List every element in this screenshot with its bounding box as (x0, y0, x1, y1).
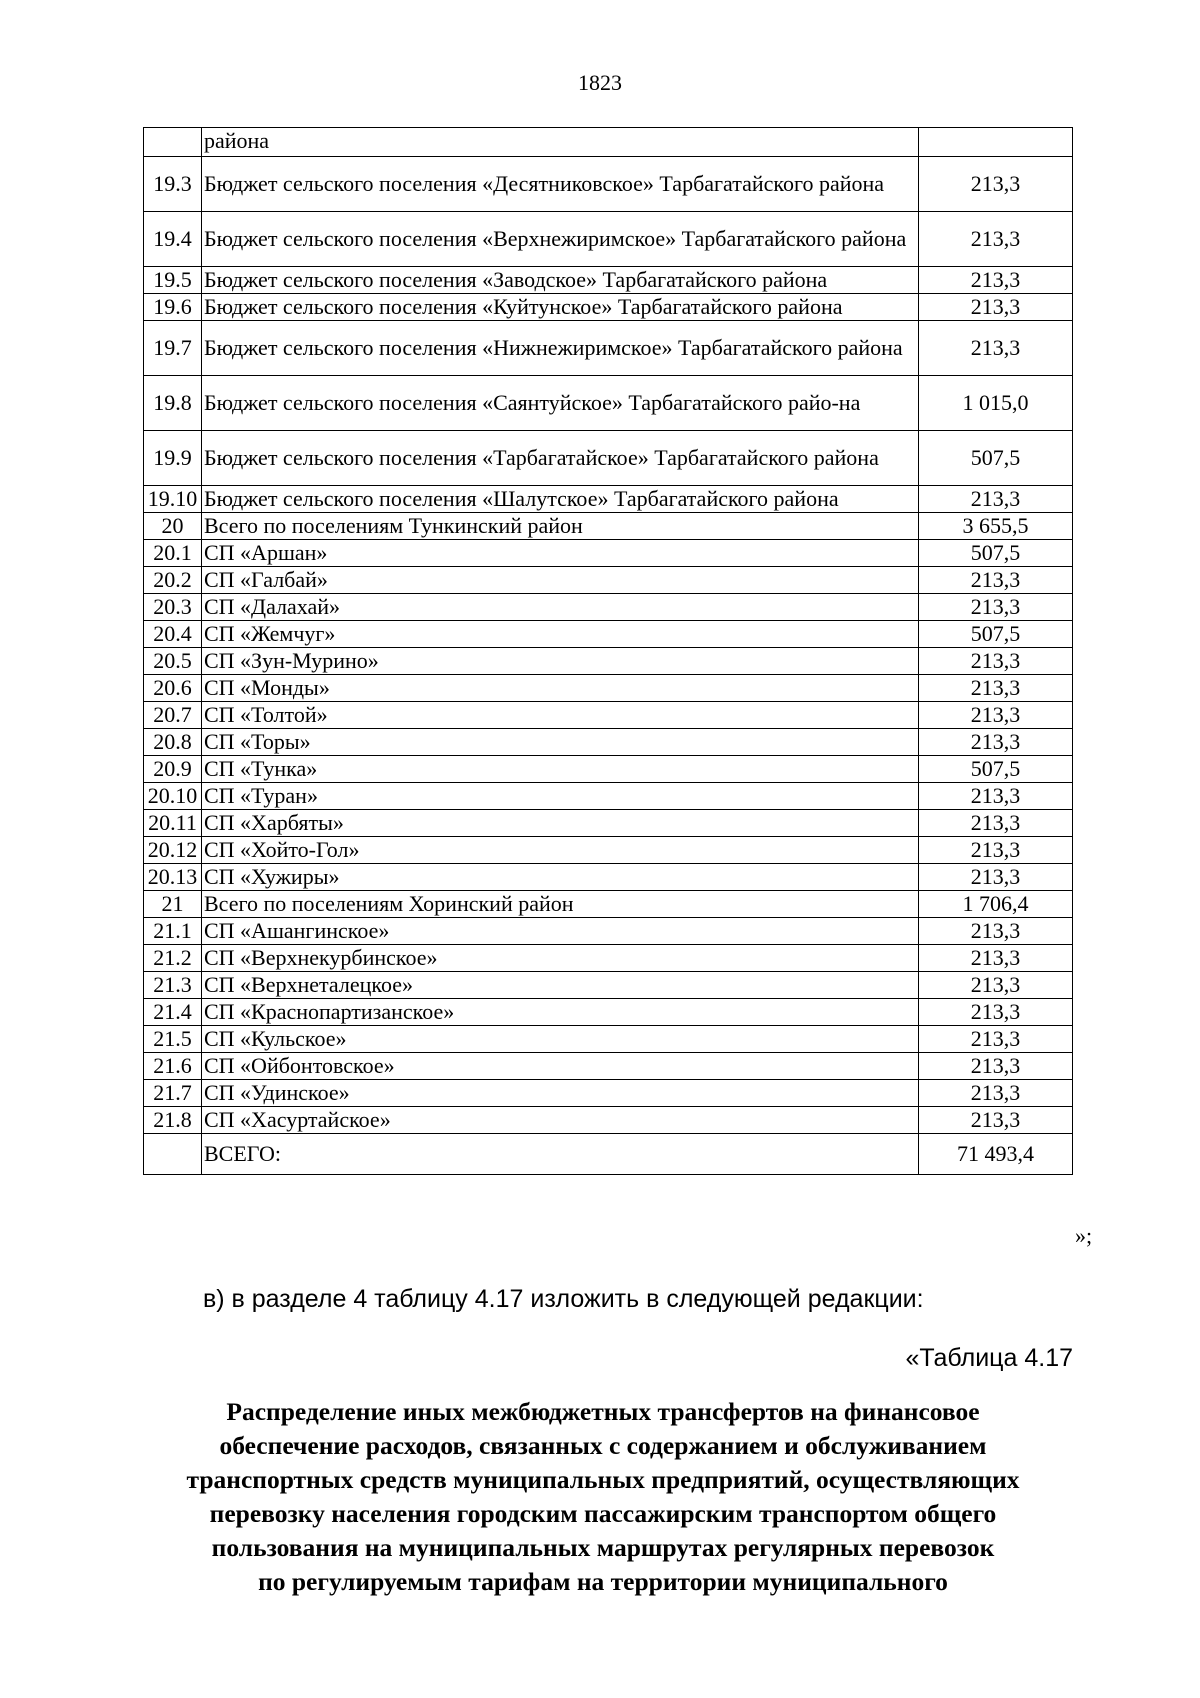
total-row (144, 1134, 1073, 1175)
row-amount: 213,3 (919, 702, 1073, 729)
row-number: 20.13 (144, 864, 202, 891)
row-amount: 213,3 (919, 267, 1073, 294)
row-amount: 213,3 (919, 999, 1073, 1026)
row-name: Бюджет сельского поселения «Нижнежиримское» Тарбагатайского района (202, 321, 919, 376)
section-title-line: по регулируемым тарифам на территории муниципального (258, 1567, 948, 1596)
table-row (144, 212, 1073, 267)
closing-quote: »; (1075, 1223, 1093, 1248)
row-amount: 213,3 (919, 675, 1073, 702)
row-number: 19.8 (144, 376, 202, 431)
row-amount: 213,3 (919, 567, 1073, 594)
row-name: СП «Хужиры» (202, 864, 919, 891)
row-name: СП «Туран» (202, 783, 919, 810)
row-name: СП «Харбяты» (202, 810, 919, 837)
row-number: 20.10 (144, 783, 202, 810)
row-number: 20.3 (144, 594, 202, 621)
row-name: СП «Ойбонтовское» (202, 1053, 919, 1080)
table-row (144, 567, 1073, 594)
row-amount: 507,5 (919, 756, 1073, 783)
table-row (144, 267, 1073, 294)
row-number: 19.3 (144, 157, 202, 212)
row-amount: 213,3 (919, 1107, 1073, 1134)
page-number: 1823 (578, 70, 622, 95)
row-name: СП «Кульское» (202, 1026, 919, 1053)
table-row (144, 1053, 1073, 1080)
row-name: СП «Удинское» (202, 1080, 919, 1107)
row-name: Бюджет сельского поселения «Саянтуйское» Тарбагатайского райо-на (202, 376, 919, 431)
row-name: Бюджет сельского поселения «Шалутское» Тарбагатайского района (202, 486, 919, 513)
table-row (144, 540, 1073, 567)
table-row (144, 729, 1073, 756)
table-row (144, 294, 1073, 321)
row-number: 19.5 (144, 267, 202, 294)
table-caption: «Таблица 4.17 (905, 1344, 1073, 1372)
row-amount: 213,3 (919, 837, 1073, 864)
row-number: 21.3 (144, 972, 202, 999)
row-name: Бюджет сельского поселения «Верхнежиримское» Тарбагатайского района (202, 212, 919, 267)
row-name: СП «Тунка» (202, 756, 919, 783)
row-number: 20.5 (144, 648, 202, 675)
table-row (144, 675, 1073, 702)
row-amount: 213,3 (919, 864, 1073, 891)
row-amount: 507,5 (919, 621, 1073, 648)
row-name: СП «Галбай» (202, 567, 919, 594)
row-name: СП «Верхнеталецкое» (202, 972, 919, 999)
table-row (144, 376, 1073, 431)
row-amount: 1 706,4 (919, 891, 1073, 918)
row-name: СП «Далахай» (202, 594, 919, 621)
row-number: 20.2 (144, 567, 202, 594)
table-row (144, 431, 1073, 486)
section-title-line: транспортных средств муниципальных предприятий, осуществляющих (186, 1465, 1020, 1494)
table-row (144, 128, 1073, 157)
row-amount: 213,3 (919, 945, 1073, 972)
row-number: 21.1 (144, 918, 202, 945)
row-amount: 213,3 (919, 729, 1073, 756)
budget-table (143, 127, 1073, 1175)
table-row (144, 945, 1073, 972)
table-row (144, 702, 1073, 729)
row-name: СП «Жемчуг» (202, 621, 919, 648)
row-number: 21.7 (144, 1080, 202, 1107)
table-row (144, 918, 1073, 945)
row-number: 19.10 (144, 486, 202, 513)
instruction-text: в) в разделе 4 таблицу 4.17 изложить в следующей редакции: (203, 1285, 924, 1313)
row-number: 21.5 (144, 1026, 202, 1053)
row-name: Бюджет сельского поселения «Заводское» Тарбагатайского района (202, 267, 919, 294)
row-name: Всего по поселениям Хоринский район (202, 891, 919, 918)
row-name: СП «Аршан» (202, 540, 919, 567)
row-amount: 213,3 (919, 486, 1073, 513)
row-amount: 507,5 (919, 431, 1073, 486)
section-title-line: перевозку населения городским пассажирским транспортом общего (209, 1499, 997, 1528)
row-number: 20.7 (144, 702, 202, 729)
row-name: СП «Краснопартизанское» (202, 999, 919, 1026)
row-amount: 213,3 (919, 918, 1073, 945)
row-number: 21.4 (144, 999, 202, 1026)
row-number: 19.7 (144, 321, 202, 376)
total-number (144, 1134, 202, 1175)
row-amount: 213,3 (919, 648, 1073, 675)
row-number: 19.6 (144, 294, 202, 321)
row-name: Бюджет сельского поселения «Тарбагатайское» Тарбагатайского района (202, 431, 919, 486)
table-row (144, 594, 1073, 621)
row-name: СП «Верхнекурбинское» (202, 945, 919, 972)
table-row (144, 999, 1073, 1026)
row-amount: 213,3 (919, 594, 1073, 621)
table-row (144, 157, 1073, 212)
row-name: СП «Хойто-Гол» (202, 837, 919, 864)
table-row (144, 810, 1073, 837)
row-number: 21.6 (144, 1053, 202, 1080)
row-amount: 213,3 (919, 783, 1073, 810)
table-row (144, 783, 1073, 810)
row-name: СП «Зун-Мурино» (202, 648, 919, 675)
table-row (144, 621, 1073, 648)
row-amount: 213,3 (919, 1026, 1073, 1053)
row-number: 20.11 (144, 810, 202, 837)
total-amount: 71 493,4 (919, 1134, 1073, 1175)
row-name: СП «Ашангинское» (202, 918, 919, 945)
table-row (144, 837, 1073, 864)
row-amount: 213,3 (919, 1080, 1073, 1107)
section-title-line: Распределение иных межбюджетных трансфертов на финансовое (226, 1397, 980, 1426)
budget-table-body (144, 128, 1073, 1175)
table-row (144, 486, 1073, 513)
row-name: СП «Торы» (202, 729, 919, 756)
row-number: 19.9 (144, 431, 202, 486)
row-name: района (202, 128, 919, 157)
table-row (144, 1107, 1073, 1134)
row-number: 21.2 (144, 945, 202, 972)
table-row (144, 972, 1073, 999)
table-row (144, 1080, 1073, 1107)
row-number: 21.8 (144, 1107, 202, 1134)
row-number: 21 (144, 891, 202, 918)
row-amount: 213,3 (919, 157, 1073, 212)
row-number (144, 128, 202, 157)
table-row (144, 756, 1073, 783)
row-name: Всего по поселениям Тункинский район (202, 513, 919, 540)
table-row (144, 321, 1073, 376)
total-label: ВСЕГО: (202, 1134, 919, 1175)
section-title-line: обеспечение расходов, связанных с содержанием и обслуживанием (219, 1431, 987, 1460)
row-amount: 213,3 (919, 212, 1073, 267)
row-amount: 213,3 (919, 972, 1073, 999)
row-name: СП «Толтой» (202, 702, 919, 729)
section-title-line: пользования на муниципальных маршрутах регулярных перевозок (211, 1533, 995, 1562)
row-amount: 507,5 (919, 540, 1073, 567)
row-amount: 213,3 (919, 1053, 1073, 1080)
table-row (144, 891, 1073, 918)
row-name: Бюджет сельского поселения «Куйтунское» Тарбагатайского района (202, 294, 919, 321)
row-amount: 213,3 (919, 321, 1073, 376)
table-row (144, 648, 1073, 675)
row-number: 20.4 (144, 621, 202, 648)
row-number: 20.6 (144, 675, 202, 702)
row-name: СП «Монды» (202, 675, 919, 702)
row-number: 20.1 (144, 540, 202, 567)
table-row (144, 1026, 1073, 1053)
table-row (144, 864, 1073, 891)
row-name: СП «Хасуртайское» (202, 1107, 919, 1134)
row-amount: 213,3 (919, 810, 1073, 837)
row-amount: 213,3 (919, 294, 1073, 321)
row-amount: 3 655,5 (919, 513, 1073, 540)
row-number: 20.8 (144, 729, 202, 756)
row-number: 19.4 (144, 212, 202, 267)
row-amount (919, 128, 1073, 157)
row-amount: 1 015,0 (919, 376, 1073, 431)
row-number: 20.12 (144, 837, 202, 864)
table-row (144, 513, 1073, 540)
section-title (143, 1395, 1063, 1599)
row-number: 20 (144, 513, 202, 540)
row-name: Бюджет сельского поселения «Десятниковское» Тарбагатайского района (202, 157, 919, 212)
row-number: 20.9 (144, 756, 202, 783)
